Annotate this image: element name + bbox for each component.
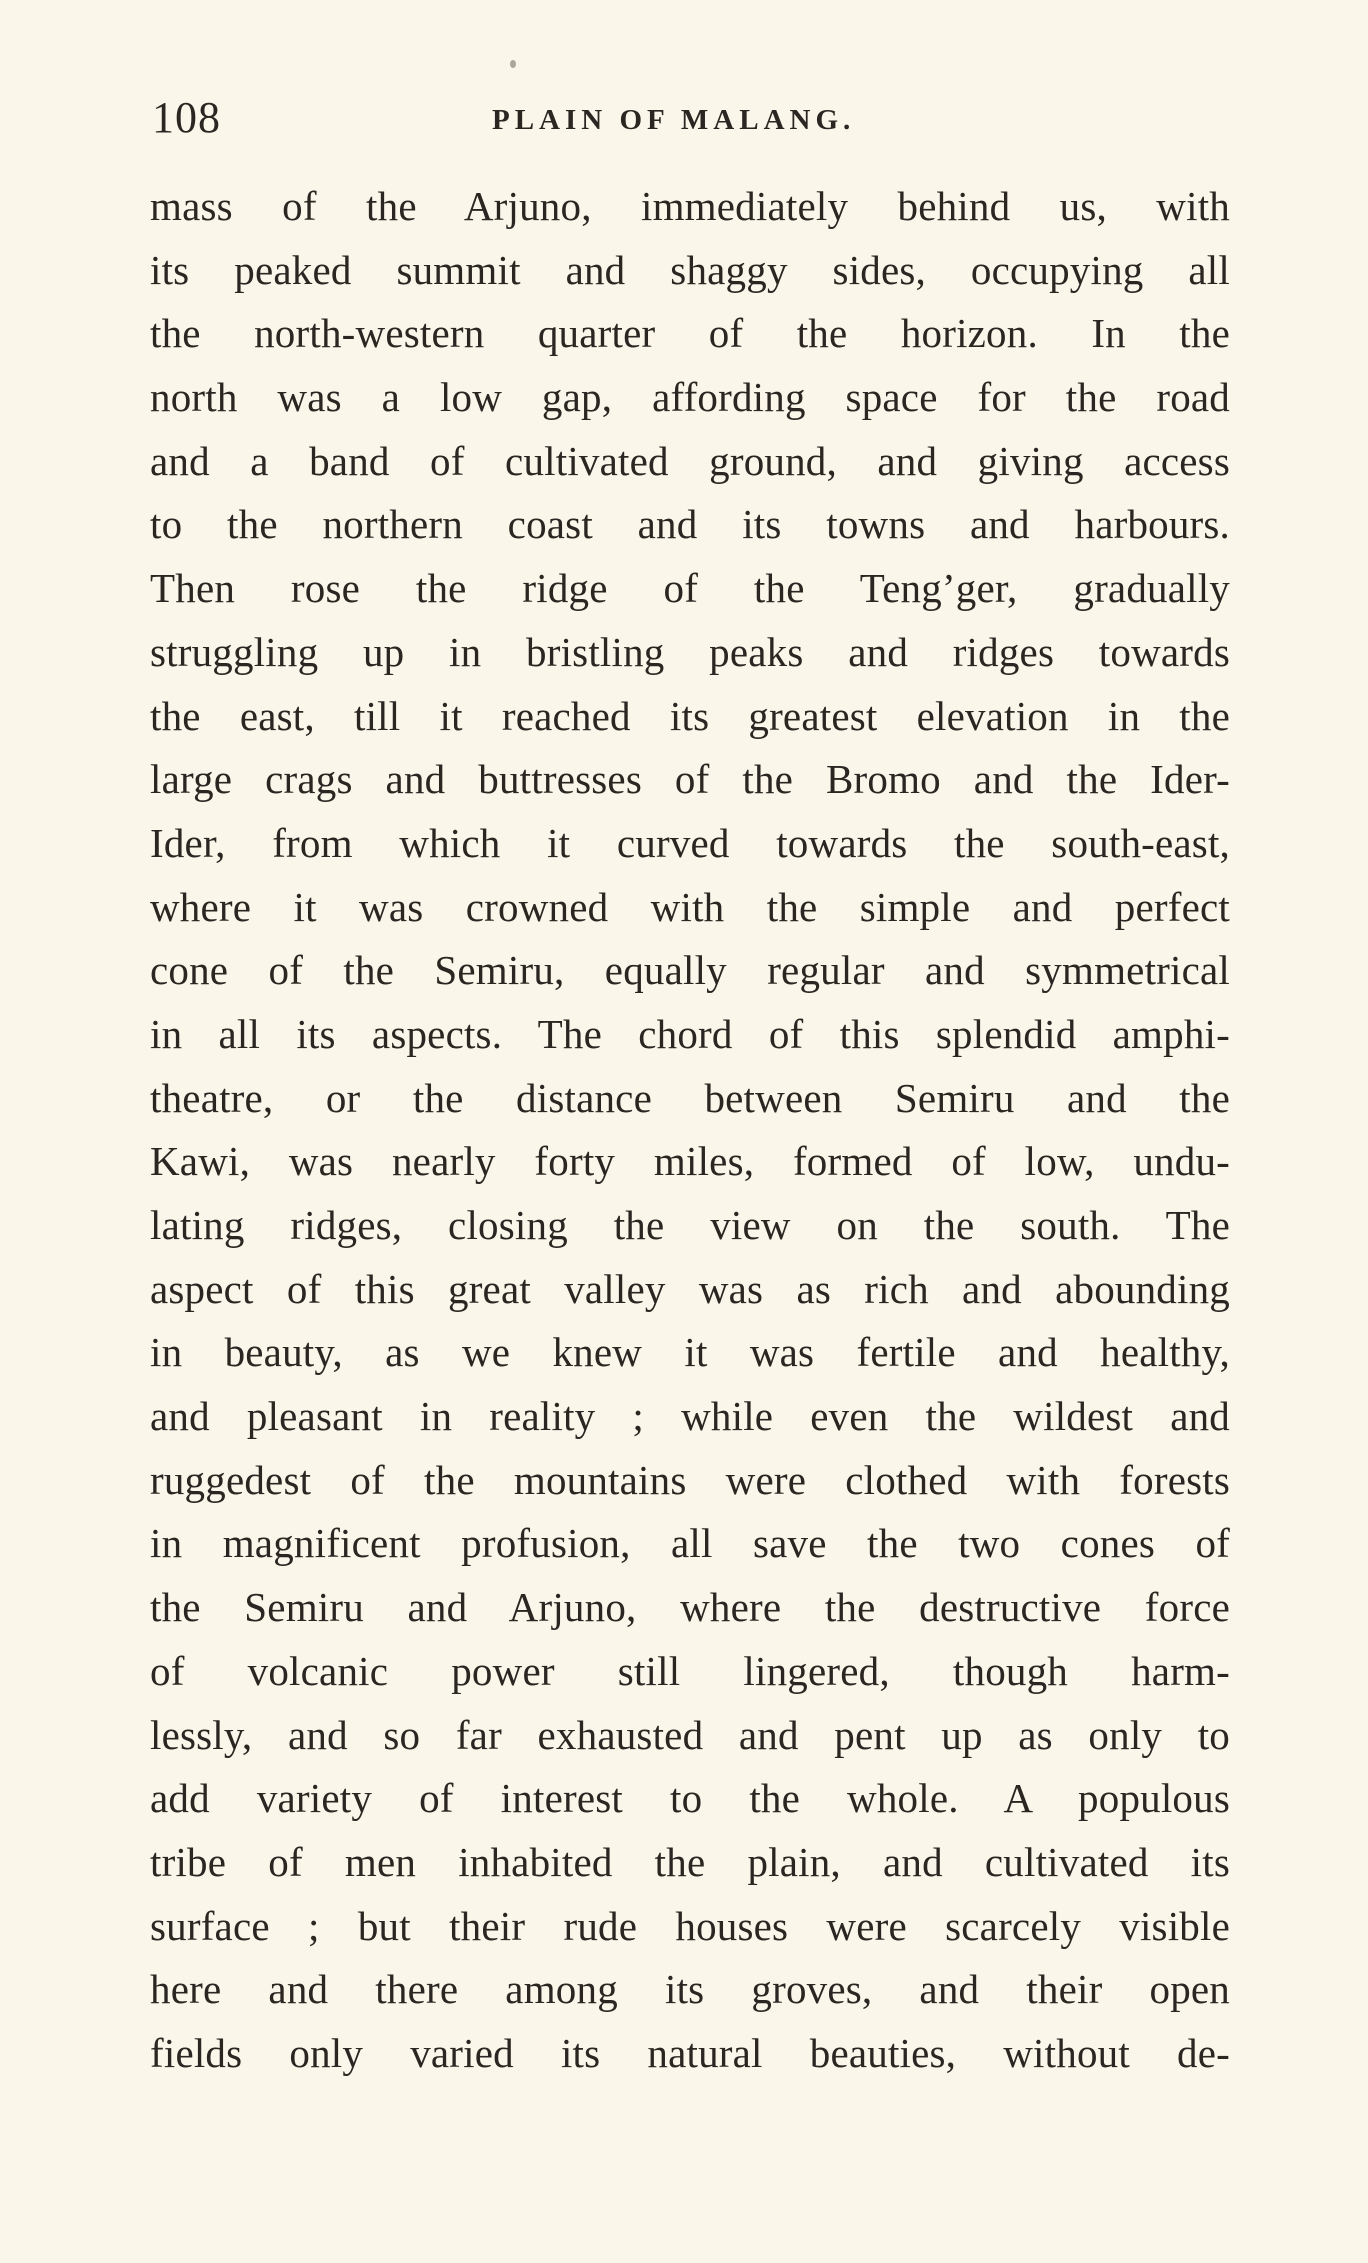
text-line: ruggedest of the mountains were clothed with forests: [150, 1456, 1230, 1503]
text-line: in all its aspects. The chord of this splendid amphi-: [150, 1010, 1230, 1057]
text-line: Then rose the ridge of the Teng’ger, gradually: [150, 565, 1230, 612]
text-line: of volcanic power still lingered, though harm-: [150, 1647, 1230, 1694]
page-number: 108: [152, 93, 221, 142]
text-line: fields only varied its natural beauties, without de-: [150, 2029, 1230, 2076]
text-line: the east, till it reached its greatest elevation in the: [150, 692, 1230, 739]
text-line: cone of the Semiru, equally regular and symmetrical: [150, 947, 1230, 994]
text-line: and pleasant in reality ; while even the wildest and: [150, 1393, 1230, 1440]
text-line: mass of the Arjuno, immediately behind us, with: [150, 183, 1230, 229]
text-line: Ider, from which it curved towards the south-east,: [150, 819, 1230, 866]
body-text: [150, 175, 1230, 2086]
text-line: aspect of this great valley was as rich and abounding: [150, 1265, 1230, 1312]
text-line: to the northern coast and its towns and harbours.: [150, 501, 1230, 548]
page-header: [152, 88, 1232, 148]
text-line: theatre, or the distance between Semiru and the: [150, 1074, 1230, 1121]
text-line: its peaked summit and shaggy sides, occupying all: [150, 246, 1230, 293]
text-line: large crags and buttresses of the Bromo and the Ider-: [150, 756, 1230, 803]
text-line: lating ridges, closing the view on the south. The: [150, 1202, 1230, 1248]
running-head: PLAIN OF MALANG.: [492, 104, 856, 136]
text-line: add variety of interest to the whole. A populous: [150, 1775, 1230, 1822]
text-line: tribe of men inhabited the plain, and cultivated its: [150, 1838, 1230, 1885]
ink-speck: [510, 60, 516, 68]
text-line: where it was crowned with the simple and perfect: [150, 883, 1230, 930]
text-line: in magnificent profusion, all save the two cones of: [150, 1520, 1230, 1567]
text-line: surface ; but their rude houses were scarcely visible: [150, 1902, 1230, 1949]
text-line: the Semiru and Arjuno, where the destructive force: [150, 1584, 1230, 1631]
text-line: here and there among its groves, and their open: [150, 1966, 1230, 2013]
text-line: struggling up in bristling peaks and ridges towards: [150, 628, 1230, 675]
text-line: the north-western quarter of the horizon. In the: [150, 310, 1230, 357]
text-line: Kawi, was nearly forty miles, formed of low, undu-: [150, 1138, 1230, 1185]
text-line: lessly, and so far exhausted and pent up as only to: [150, 1711, 1230, 1758]
text-line: in beauty, as we knew it was fertile and healthy,: [150, 1329, 1230, 1376]
text-line: north was a low gap, affording space for the road: [150, 374, 1230, 421]
text-line: and a band of cultivated ground, and giving access: [150, 437, 1230, 484]
